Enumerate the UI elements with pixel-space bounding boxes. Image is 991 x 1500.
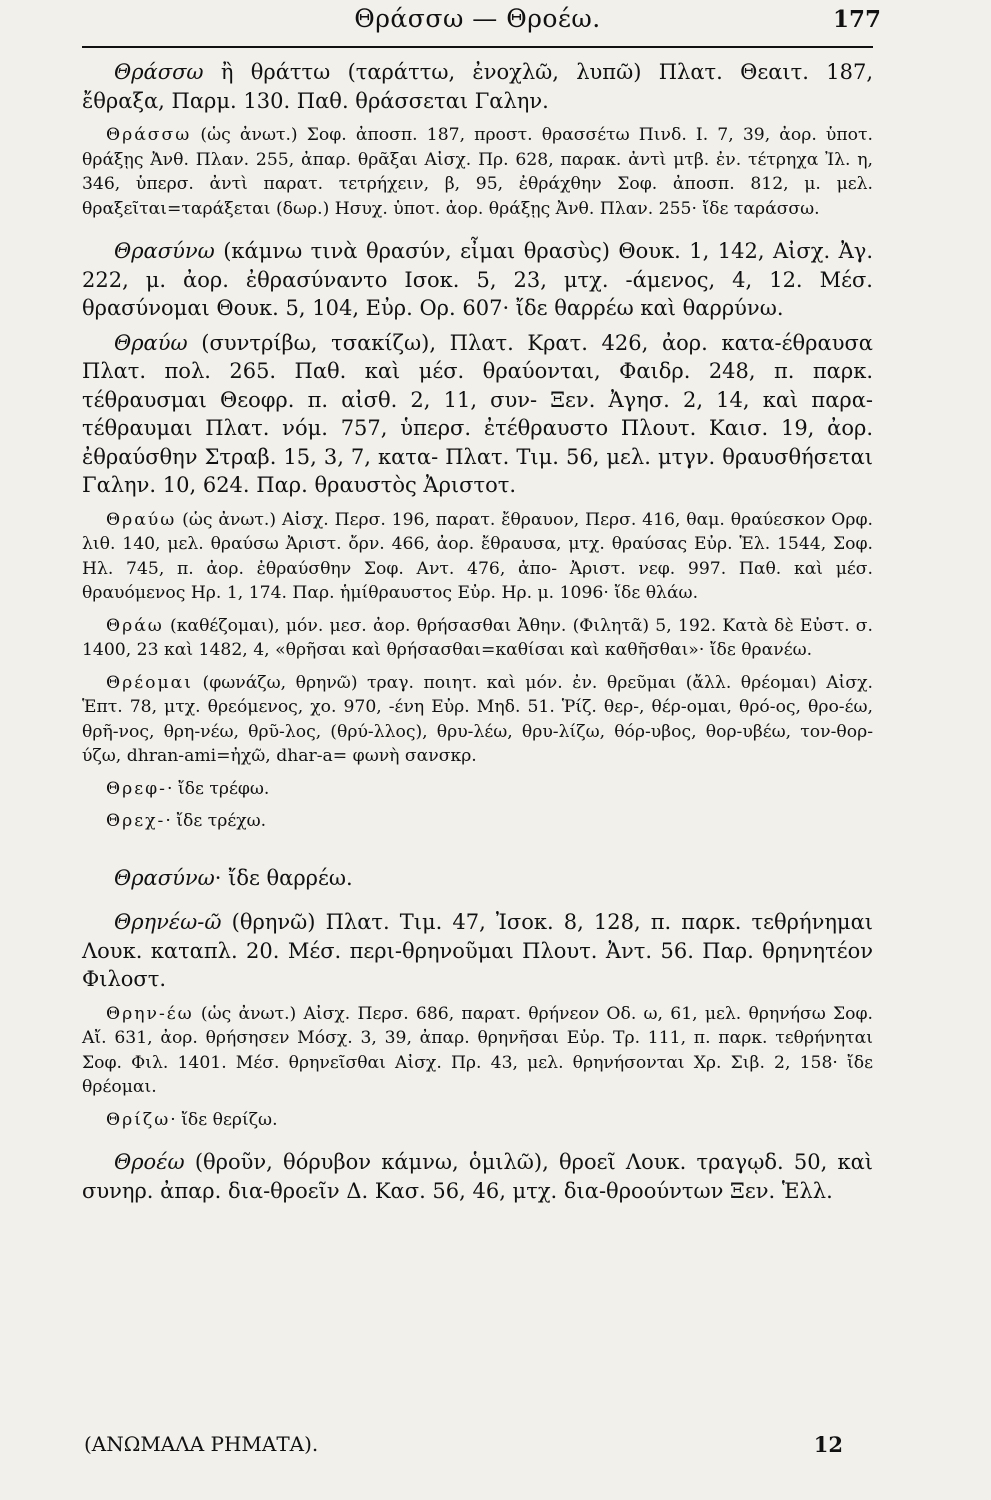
headword: Θρεχ- xyxy=(106,811,166,831)
entry-text: (ὡς ἀνωτ.) Αἰσχ. Περσ. 686, παρατ. θρήνεον Οδ. ω, 61, μελ. θρηνήσω Σοφ. Αἴ. 631, ἀορ. θρήσησεν Μόσχ. 3, 39, ἀπαρ. θρηνῆσαι Εὐρ. Τρ. 111, π. παρκ. τεθρήνηται Σοφ. Φιλ. 1401. Μέσ. θρηνεῖσθαι Αἰσχ. Πρ. 43, μελ. θρηνήσονται Χρ. Σιβ. 2, 158· ἴδε θρέομαι. xyxy=(82,1003,873,1097)
entry-thrao xyxy=(82,614,873,663)
entry-text: · ἴδε τρέφω. xyxy=(166,778,270,799)
entry-threomai xyxy=(82,671,873,769)
entry-text: (κάμνω τινὰ θρασύν, εἶμαι θρασὺς) Θουκ. 1, 142, Αἰσχ. Ἀγ. 222, μ. ἀορ. ἐθρασύναντο Ισοκ. 5, 23, μτχ. -άμενος, 4, 12. Μέσ. θρασύνομαι Θουκ. 5, 104, Εὐρ. Ορ. 607· ἴδε θαρρέω καὶ θαρρύνω. xyxy=(82,239,873,320)
entry-text: (φωνάζω, θρηνῶ) τραγ. ποιητ. καὶ μόν. ἐν. θρεῦμαι (ἄλλ. θρέομαι) Αἰσχ. Ἑπτ. 78, μτχ. θρεόμενος, χο. 970, -ένη Εὐρ. Μηδ. 51. Ῥίζ. θερ-, θέρ-ομαι, θρό-ος, θρο-έω, θρῆ-νος, θρη-νέω, θρῦ-λος, (θρύ-λλος), θρυ-λέω, θρυ-λίζω, θόρ-υβος, θορ-υβέω, τον-θορ-ύζω, dhran-ami=ἠχῶ, dhar-a= φωνὴ σανσκρ. xyxy=(82,672,873,766)
entry-thrasso xyxy=(82,58,873,115)
entry-thrauo-poetic xyxy=(82,508,873,606)
headword: Θράω xyxy=(106,615,164,636)
entry-thrasyno-ref xyxy=(82,864,873,893)
page-number: 177 xyxy=(832,6,881,33)
entry-thrizo xyxy=(82,1108,873,1133)
entry-text: (καθέζομαι), μόν. μεσ. ἀορ. θρήσασθαι Ἀθην. (Φιλητᾶ) 5, 192. Κατὰ δὲ Εὐστ. σ. 1400, 23 καὶ 1482, 4, «θρῆσαι καὶ θρήσασθαι=καθίσαι καὶ καθῆσθαι»· ἴδε θρανέω. xyxy=(82,615,873,660)
entry-threneo xyxy=(82,908,873,994)
entry-text: · ἴδε θαρρέω. xyxy=(214,865,353,890)
entry-thref xyxy=(82,777,873,802)
headword: Θράσσω xyxy=(114,60,204,84)
section-title: (ΑΝΩΜΑΛΑ ΡΗΜΑΤΑ). xyxy=(84,1432,319,1456)
headword: Θραύω xyxy=(106,509,177,530)
headword: Θρίζω xyxy=(106,1109,171,1130)
headword: Θρεφ- xyxy=(106,778,167,799)
headword: Θράσσω xyxy=(106,125,192,145)
dictionary-content xyxy=(82,58,873,1205)
entry-text: · ἴδε τρέχω. xyxy=(165,811,267,831)
entry-threneo-poetic xyxy=(82,1002,873,1100)
headword: Θροέω xyxy=(114,1150,185,1174)
header-title: Θράσσω — Θροέω. xyxy=(354,4,601,33)
page-footer xyxy=(82,1432,873,1464)
entry-throeo xyxy=(82,1148,873,1205)
entry-text: (συντρίβω, τσακίζω), Πλατ. Κρατ. 426, ἀορ. κατα-έθραυσα Πλατ. πολ. 265. Παθ. καὶ μέσ. θραύονται, Φαιδρ. 248, π. παρκ. τέθραυσμαι Θεοφρ. π. αἰσθ. 2, 11, συν- Ξεν. Ἀγησ. 2, 14, καὶ παρα-τέθραυμαι Πλατ. νόμ. 757, ὑπερσ. ἐτέθραυστο Πλουτ. Καισ. 19, ἀορ. ἐθραύσθην Στραβ. 15, 3, 7, κατα- Πλατ. Τιμ. 56, μελ. μτγν. θραυσθήσεται Γαλην. 10, 624. Παρ. θραυστὸς Ἀριστοτ. xyxy=(82,330,873,497)
headword: Θρασύνω xyxy=(114,865,215,890)
entry-text: (ὡς ἀνωτ.) Σοφ. ἀποσπ. 187, προστ. θρασσέτω Πινδ. Ι. 7, 39, ἀορ. ὑποτ. θράξῃς Ἀνθ. Πλαν. 255, ἀπαρ. θρᾶξαι Αἰσχ. Πρ. 628, παρακ. ἀντὶ μτβ. ἐν. τέτρηχα Ἰλ. η, 346, ὑπερσ. ἀντὶ παρατ. τετρήχειν, β, 95, ἐθράχθην Σοφ. ἀποσπ. 812, μ. μελ. θραξεῖται=ταράξεται (δωρ.) Ησυχ. ὑποτ. ἀορ. θράξῃς Ἀνθ. Πλαν. 255· ἴδε ταράσσω. xyxy=(82,125,873,219)
entry-thrasyno xyxy=(82,237,873,323)
entry-text: (ὡς ἀνωτ.) Αἰσχ. Περσ. 196, παρατ. ἔθραυον, Περσ. 416, θαμ. θραύεσκον Ορφ. λιθ. 140, μελ. θραύσω Ἀριστ. ὄρν. 466, ἀορ. ἔθραυσα, μτχ. θραύσας Εὐρ. Ἑλ. 1544, Σοφ. Ηλ. 745, π. ἀορ. ἐθραύσθην Σοφ. Αντ. 476, ἀπο- Ἀριστ. νεφ. 997. Παθ. καὶ μέσ. θραυόμενος Ηρ. 1, 174. Παρ. ἡμίθραυστος Εὐρ. Ηρ. μ. 1096· ἴδε θλάω. xyxy=(82,509,873,603)
entry-thrauo xyxy=(82,329,873,500)
headword: Θρασύνω xyxy=(114,239,215,263)
entry-text: (θρηνῶ) Πλατ. Τιμ. 47, Ἰσοκ. 8, 128, π. παρκ. τεθρήνημαι Λουκ. καταπλ. 20. Μέσ. περι-θρηνοῦμαι Πλουτ. Ἀντ. 56. Παρ. θρηνητέον Φιλοστ. xyxy=(82,910,873,991)
page-header xyxy=(82,0,881,48)
signature-mark: 12 xyxy=(813,1432,843,1457)
headword: Θραύω xyxy=(114,330,188,355)
entry-threch xyxy=(82,809,873,834)
entry-text: (θροῦν, θόρυβον κάμνω, ὁμιλῶ), θροεῖ Λουκ. τραγῳδ. 50, καὶ συνηρ. ἀπαρ. δια-θροεῖν Δ. Κασ. 56, 46, μτχ. δια-θροούντων Ξεν. Ἑλλ. xyxy=(82,1150,873,1203)
entry-thrasso-poetic xyxy=(82,123,873,221)
headword: Θρηνέω-ῶ xyxy=(114,910,222,934)
headword: Θρέομαι xyxy=(106,672,193,693)
headword: Θρην-έω xyxy=(106,1003,194,1024)
entry-text: ἢ θράττω (ταράττω, ἐνοχλῶ, λυπῶ) Πλατ. Θεαιτ. 187, ἔθραξα, Παρμ. 130. Παθ. θράσσεται Γαλην. xyxy=(82,60,873,113)
entry-text: · ἴδε θερίζω. xyxy=(170,1109,278,1130)
